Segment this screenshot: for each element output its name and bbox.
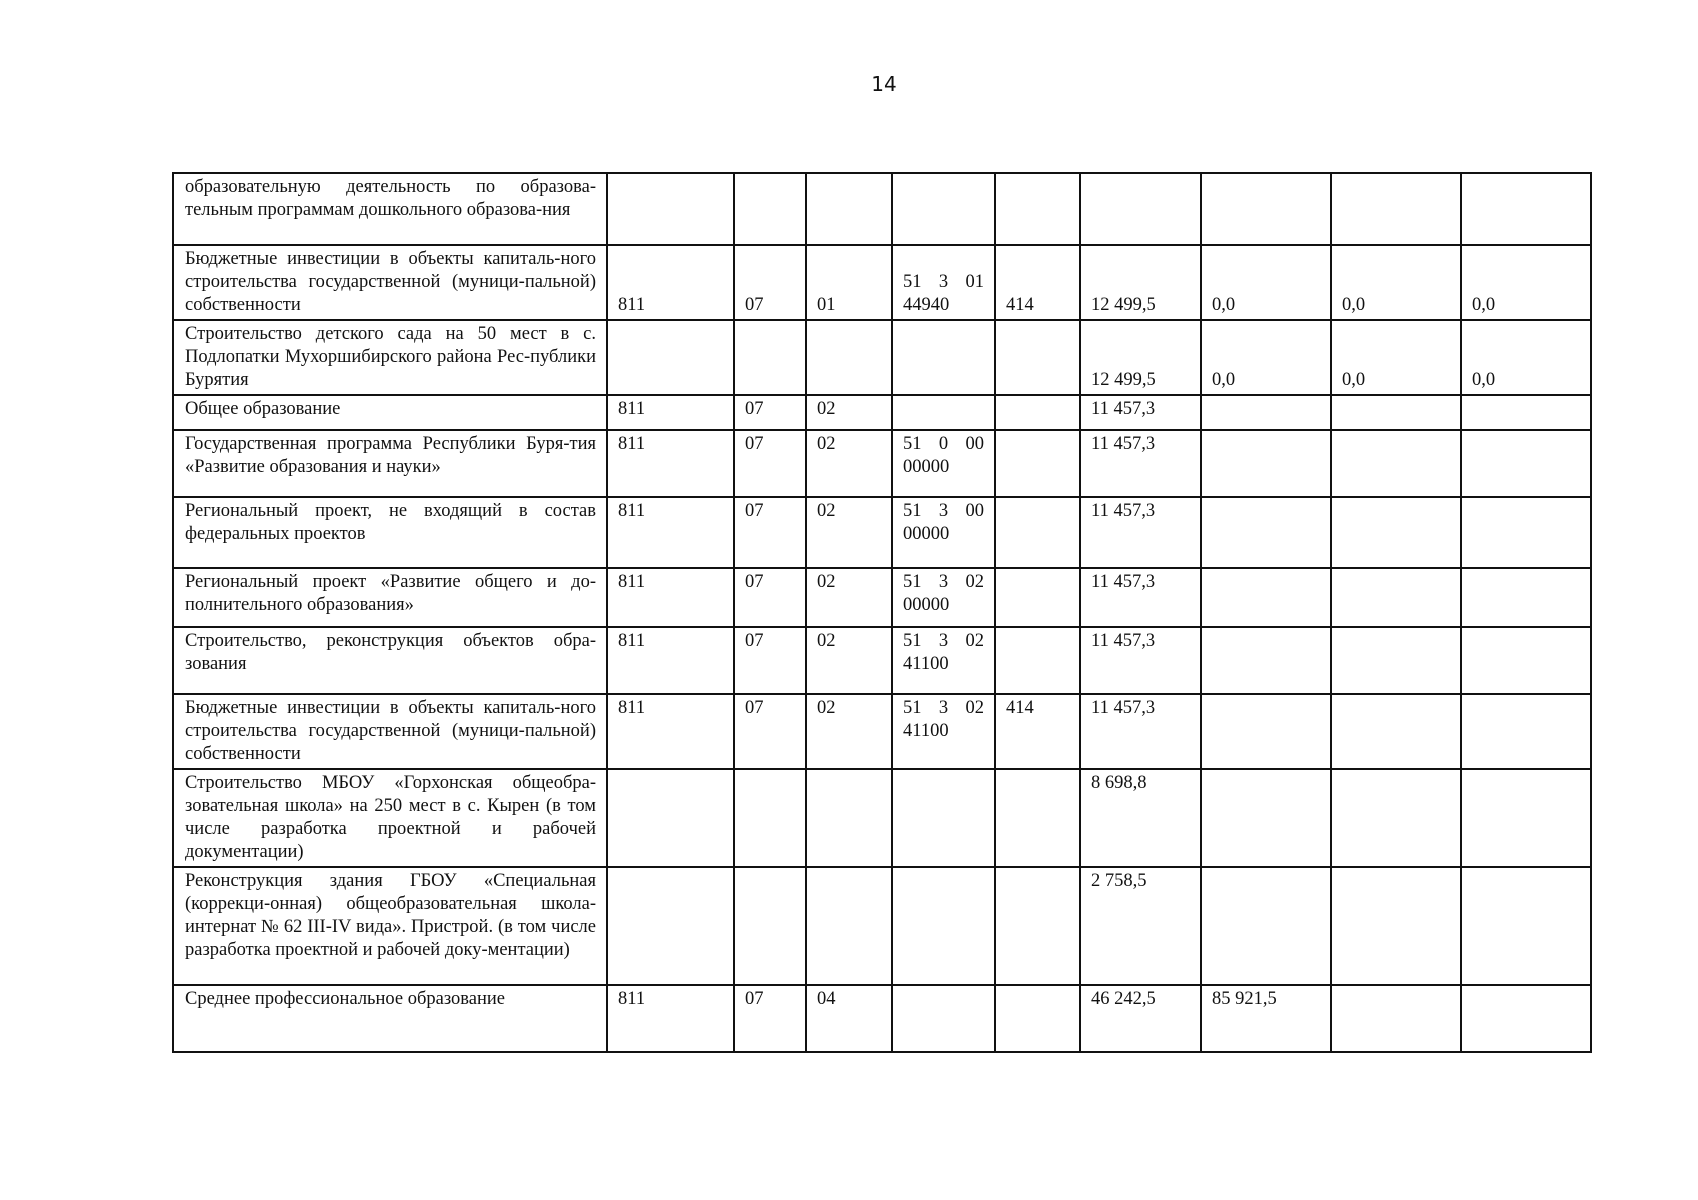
amount-col1-cell: 12 499,5 [1080,320,1201,395]
target-article-cell [892,320,995,395]
ministry-code-cell: 811 [607,694,734,769]
ministry-code-cell [607,867,734,985]
amount-col3-cell [1331,985,1461,1052]
amount-col3-cell [1331,430,1461,497]
table-row [173,985,1591,1052]
ministry-code-cell [607,173,734,245]
expense-type-cell [995,568,1080,627]
subsection-code-cell: 02 [806,430,892,497]
section-code-cell: 07 [734,985,806,1052]
expense-type-cell [995,627,1080,694]
table-row [173,497,1591,568]
ministry-code-cell: 811 [607,245,734,320]
amount-col3-cell [1331,395,1461,430]
amount-col4-cell [1461,173,1591,245]
amount-col1-cell: 8 698,8 [1080,769,1201,867]
row-name-cell: Строительство детского сада на 50 мест в с. Подлопатки Мухоршибирского района Рес-публики Бурятия [173,320,607,395]
section-code-cell [734,173,806,245]
ministry-code-cell: 811 [607,430,734,497]
target-article-cell: 51 0 00 00000 [892,430,995,497]
table-row [173,694,1591,769]
table-row [173,173,1591,245]
amount-col4-cell [1461,985,1591,1052]
amount-col3-cell [1331,867,1461,985]
row-name-cell: образовательную деятельность по образова-тельным программам дошкольного образова-ния [173,173,607,245]
amount-col4-cell: 0,0 [1461,245,1591,320]
amount-col4-cell [1461,568,1591,627]
amount-col1-cell: 11 457,3 [1080,694,1201,769]
amount-col2-cell: 85 921,5 [1201,985,1331,1052]
amount-col2-cell [1201,627,1331,694]
section-code-cell: 07 [734,430,806,497]
amount-col2-cell: 0,0 [1201,320,1331,395]
row-name-cell: Бюджетные инвестиции в объекты капиталь-ного строительства государственной (муници-пальной) собственности [173,694,607,769]
table-row [173,430,1591,497]
amount-col1-cell [1080,173,1201,245]
amount-col2-cell [1201,769,1331,867]
amount-col4-cell [1461,769,1591,867]
amount-col2-cell [1201,867,1331,985]
amount-col4-cell [1461,497,1591,568]
subsection-code-cell: 04 [806,985,892,1052]
amount-col3-cell [1331,173,1461,245]
row-name-cell: Строительство, реконструкция объектов обра-зования [173,627,607,694]
subsection-code-cell: 02 [806,627,892,694]
subsection-code-cell: 01 [806,245,892,320]
amount-col2-cell [1201,430,1331,497]
section-code-cell: 07 [734,497,806,568]
subsection-code-cell [806,867,892,985]
budget-table-body [173,173,1591,1052]
expense-type-cell [995,867,1080,985]
ministry-code-cell: 811 [607,985,734,1052]
subsection-code-cell [806,769,892,867]
amount-col1-cell: 11 457,3 [1080,627,1201,694]
section-code-cell: 07 [734,395,806,430]
table-row [173,867,1591,985]
target-article-cell: 51 3 02 00000 [892,568,995,627]
target-article-cell [892,173,995,245]
amount-col2-cell [1201,568,1331,627]
subsection-code-cell [806,173,892,245]
section-code-cell [734,867,806,985]
subsection-code-cell [806,320,892,395]
section-code-cell: 07 [734,627,806,694]
expense-type-cell: 414 [995,694,1080,769]
amount-col2-cell [1201,395,1331,430]
amount-col4-cell [1461,395,1591,430]
amount-col2-cell [1201,497,1331,568]
amount-col4-cell [1461,430,1591,497]
expense-type-cell [995,497,1080,568]
amount-col1-cell: 46 242,5 [1080,985,1201,1052]
target-article-cell [892,985,995,1052]
row-name-cell: Среднее профессиональное образование [173,985,607,1052]
ministry-code-cell: 811 [607,568,734,627]
subsection-code-cell: 02 [806,395,892,430]
section-code-cell: 07 [734,568,806,627]
table-row [173,245,1591,320]
amount-col4-cell [1461,627,1591,694]
expense-type-cell [995,769,1080,867]
amount-col2-cell [1201,694,1331,769]
amount-col3-cell [1331,694,1461,769]
ministry-code-cell [607,320,734,395]
expense-type-cell: 414 [995,245,1080,320]
amount-col2-cell: 0,0 [1201,245,1331,320]
expense-type-cell [995,395,1080,430]
table-row [173,769,1591,867]
amount-col3-cell [1331,627,1461,694]
amount-col4-cell: 0,0 [1461,320,1591,395]
amount-col3-cell [1331,568,1461,627]
section-code-cell [734,320,806,395]
amount-col1-cell: 2 758,5 [1080,867,1201,985]
amount-col1-cell: 12 499,5 [1080,245,1201,320]
row-name-cell: Региональный проект «Развитие общего и до-полнительного образования» [173,568,607,627]
expense-type-cell [995,430,1080,497]
row-name-cell: Бюджетные инвестиции в объекты капиталь-ного строительства государственной (муници-пальной) собственности [173,245,607,320]
row-name-cell: Строительство МБОУ «Горхонская общеобра-зовательная школа» на 250 мест в с. Кырен (в том числе разработка проектной и рабочей документации) [173,769,607,867]
amount-col1-cell: 11 457,3 [1080,430,1201,497]
subsection-code-cell: 02 [806,497,892,568]
target-article-cell: 51 3 00 00000 [892,497,995,568]
target-article-cell: 51 3 01 44940 [892,245,995,320]
expense-type-cell [995,173,1080,245]
target-article-cell [892,867,995,985]
target-article-cell [892,395,995,430]
expense-type-cell [995,985,1080,1052]
budget-table [172,172,1592,1053]
target-article-cell: 51 3 02 41100 [892,694,995,769]
table-row [173,627,1591,694]
amount-col1-cell: 11 457,3 [1080,497,1201,568]
table-row [173,395,1591,430]
amount-col1-cell: 11 457,3 [1080,568,1201,627]
amount-col3-cell: 0,0 [1331,320,1461,395]
row-name-cell: Региональный проект, не входящий в состав федеральных проектов [173,497,607,568]
amount-col3-cell [1331,497,1461,568]
amount-col4-cell [1461,867,1591,985]
ministry-code-cell [607,769,734,867]
subsection-code-cell: 02 [806,568,892,627]
section-code-cell [734,769,806,867]
amount-col3-cell [1331,769,1461,867]
expense-type-cell [995,320,1080,395]
target-article-cell [892,769,995,867]
section-code-cell: 07 [734,245,806,320]
row-name-cell: Государственная программа Республики Буря-тия «Развитие образования и науки» [173,430,607,497]
ministry-code-cell: 811 [607,497,734,568]
table-row [173,320,1591,395]
target-article-cell: 51 3 02 41100 [892,627,995,694]
amount-col4-cell [1461,694,1591,769]
page-number: 14 [871,72,897,96]
subsection-code-cell: 02 [806,694,892,769]
table-row [173,568,1591,627]
amount-col3-cell: 0,0 [1331,245,1461,320]
row-name-cell: Общее образование [173,395,607,430]
row-name-cell: Реконструкция здания ГБОУ «Специальная (коррекци-онная) общеобразовательная школа-интернат № 62 III-IV вида». Пристрой. (в том числе разработка проектной и рабочей доку-ментации) [173,867,607,985]
ministry-code-cell: 811 [607,627,734,694]
amount-col1-cell: 11 457,3 [1080,395,1201,430]
section-code-cell: 07 [734,694,806,769]
amount-col2-cell [1201,173,1331,245]
ministry-code-cell: 811 [607,395,734,430]
